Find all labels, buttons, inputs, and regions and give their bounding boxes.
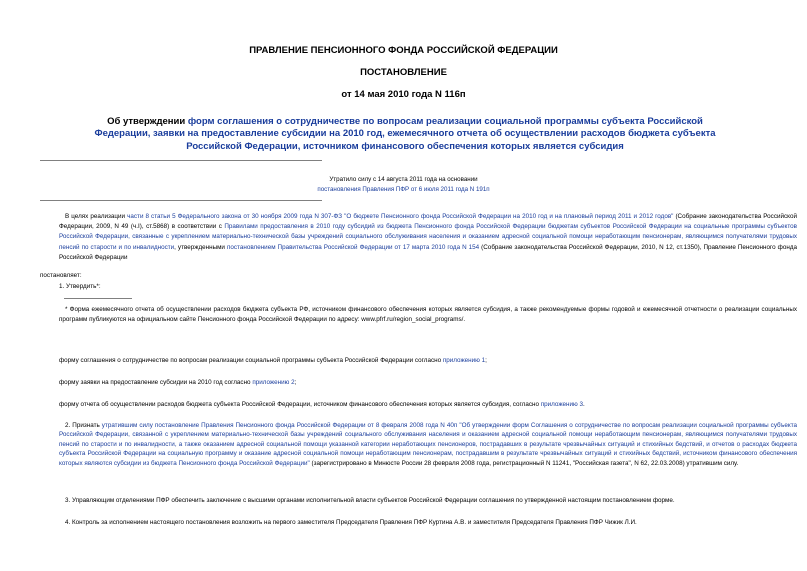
expiry-note: Утратило силу с 14 августа 2011 года на основании xyxy=(329,176,478,183)
rules-link[interactable]: Правилами предоставления в 2010 году субсидий из бюджета Пенсионного фонда Российской Федерации бюджетам субъектов Российской Федерации на социальные программы субъектов Российской Федерации, связанные с укреплением материально-технической базы учреждений социального обслуживания населения и оказанием адресной социальной помощи неработающим пенсионерам, являющимся получателями трудовых пенсий по старости и по инвалидности xyxy=(59,223,797,251)
footnote-rule xyxy=(64,298,132,299)
footnote-text: * Форма ежемесячного отчета об осуществлении расходов бюджета субъекта РФ, источником финансового обеспечения которых является субсидия, а также рекомендуемые формы годовой и ежемесячной отчетности о реализации социальных программ публикуются на официальном сайте Пенсионного фонда Российской Федерации по адресу: www.pfrf.ru/region_social_programs/. xyxy=(59,306,797,324)
appendix-1-link[interactable]: приложению 1 xyxy=(442,357,486,364)
form-item: форму заявки на предоставление субсидии на 2010 год согласно приложению 2; xyxy=(59,379,297,386)
government-decree-link[interactable]: постановлением Правительства Российской Федерации от 17 марта 2010 года N 154 xyxy=(226,243,480,251)
approve-label: 1. Утвердить*: xyxy=(59,283,101,290)
title-link[interactable]: форм соглашения о сотрудничестве по вопросам реализации социальной программы субъекта Российской Федерации, заявки на предоставление субсидии на 2010 год, ежемесячного отчета об осуществлении расходов бюджета субъекта Российской Федерации, источником финансового обеспечения которых является субсидия xyxy=(94,116,716,152)
item-4-paragraph: 4. Контроль за исполнением настоящего постановления возложить на первого заместителя Председателя Правления ПФР Куртина А.В. и заместителя Председателя Правления ПФР Чижик Л.И. xyxy=(65,519,637,526)
document-type-heading: ПОСТАНОВЛЕНИЕ xyxy=(360,67,447,78)
form-item: форму отчета об осуществлении расходов бюджета субъекта Российской Федерации, источником финансового обеспечения которых является субсидия, согласно приложению 3. xyxy=(59,401,585,408)
repealed-decree-link[interactable]: постановление Правления Пенсионного фонда Российской Федерации от 8 февраля 2008 года N 40п "Об утверждении форм Соглашения о сотрудничестве по вопросам реализации социальной программы субъекта Российской Федерации, связанной с укреплением материально-технической базы учреждений социального обслуживания населения и оказанием адресной социальной помощи неработающим пенсионерам, являющимся получателями трудовых пенсий по старости и по инвалидности, а также оказанием адресной социальной помощи указанной категории неработающих пенсионеров, пострадавших в результате чрезвычайных ситуаций и стихийных бедствий, и отчетов о расходах бюджета субъекта Российской Федерации на социальную программу и оказание адресной социальной помощи неработающим пенсионерам, пострадавшим в результате чрезвычайных ситуаций и стихийных бедствий, источником финансового обеспечения которых являются субсидии из бюджета Пенсионного фонда Российской Федерации" xyxy=(59,422,798,467)
form-item: форму соглашения о сотрудничестве по вопросам реализации социальной программы субъекта Российской Федерации согласно приложению 1; xyxy=(59,357,487,364)
resolved-label: постановляет: xyxy=(40,272,82,279)
appendix-2-link[interactable]: приложению 2 xyxy=(252,379,295,386)
document-date-heading: от 14 мая 2010 года N 116п xyxy=(341,89,466,100)
issuer-heading: ПРАВЛЕНИЕ ПЕНСИОННОГО ФОНДА РОССИЙСКОЙ ФЕДЕРАЦИИ xyxy=(249,45,558,56)
separator-rule xyxy=(40,160,322,161)
item-2-paragraph: 2. Признать утратившим силу постановление Правления Пенсионного фонда Российской Федерации от 8 февраля 2008 года N 40п "Об утверждении форм Соглашения о сотрудничестве по вопросам реализации социальной программы субъекта Российской Федерации, связанной с укреплением материально-технической базы учреждений социального обслуживания населения и оказанием адресной социальной помощи неработающим пенсионерам, являющимся получателями трудовых пенсий по старости и по инвалидности, а также оказанием адресной социальной помощи указанной категории неработающих пенсионеров, пострадавших в результате чрезвычайных ситуаций и стихийных бедствий, и отчетов о расходах бюджета субъекта Российской Федерации на социальную программу и оказание адресной социальной помощи неработающим пенсионерам, пострадавшим в результате чрезвычайных ситуаций и стихийных бедствий, источником финансового обеспечения которых являются субсидии из бюджета Пенсионного фонда Российской Федерации" (зарегистрировано в Минюсте России 28 февраля 2008 года, регистрационный N 11241, "Российская газета", N 62, 22.03.2008) утратившим силу. xyxy=(59,422,798,467)
title-prefix: Об утверждении xyxy=(107,116,188,127)
appendix-3-link[interactable]: приложению 3 xyxy=(540,401,584,408)
preamble-paragraph: В целях реализации части 8 статьи 5 Федерального закона от 30 ноября 2009 года N 307-ФЗ "О бюджете Пенсионного фонда Российской Федерации на 2010 год и на плановый период 2011 и 2012 годов" (Собрание законодательства Российской Федерации, 2009, N 49 (ч.I), ст.5868) в соответствии с Правилами предоставления в 2010 году субсидий из бюджета Пенсионного фонда Российской Федерации бюджетам субъектов Российской Федерации на социальные программы субъектов Российской Федерации, связанные с укреплением материально-технической базы учреждений социального обслуживания населения и оказанием адресной социальной помощи неработающим пенсионерам, являющимся получателями трудовых пенсий по старости и по инвалидности, утвержденными постановлением Правительства Российской Федерации от 17 марта 2010 года N 154 (Собрание законодательства Российской Федерации, 2010, N 12, ст.1350), Правление Пенсионного фонда Российской Федерации xyxy=(59,213,798,261)
law-link[interactable]: части 8 статьи 5 Федерального закона от 30 ноября 2009 года N 307-ФЗ "О бюджете Пенсионного фонда Российской Федерации на 2010 год и на плановый период 2011 и 2012 годов" xyxy=(127,213,674,220)
expiry-link[interactable]: постановления Правления ПФР от 6 июля 2011 года N 191п xyxy=(317,186,490,193)
document-title xyxy=(80,116,730,153)
item-3-paragraph: 3. Управляющим отделениями ПФР обеспечить заключение с высшими органами исполнительной власти субъектов Российской Федерации соглашения по утвержденной настоящим постановлением форме. xyxy=(65,497,675,504)
separator-rule xyxy=(40,200,322,201)
repeal-link[interactable]: утратившим силу xyxy=(101,422,153,429)
